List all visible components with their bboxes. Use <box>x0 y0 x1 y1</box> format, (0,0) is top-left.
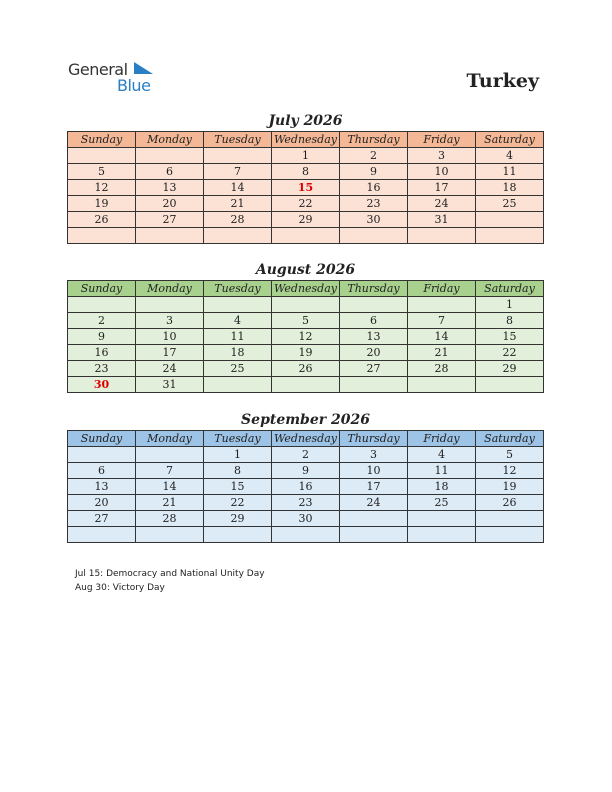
weekday-header-saturday: Saturday <box>476 431 544 447</box>
weekday-header-saturday: Saturday <box>476 281 544 297</box>
country-title: Turkey <box>466 70 539 92</box>
day-cell: 18 <box>476 180 544 196</box>
empty-day-cell <box>476 377 544 393</box>
empty-day-cell <box>476 228 544 244</box>
day-cell: 17 <box>136 345 204 361</box>
weekday-header-friday: Friday <box>408 431 476 447</box>
day-cell: 19 <box>272 345 340 361</box>
weekday-header-monday: Monday <box>136 281 204 297</box>
empty-day-cell <box>68 228 136 244</box>
weekday-header-sunday: Sunday <box>68 132 136 148</box>
weekday-header-row <box>68 281 544 297</box>
day-cell: 18 <box>408 479 476 495</box>
empty-day-cell <box>408 228 476 244</box>
day-cell: 21 <box>204 196 272 212</box>
empty-day-cell <box>136 148 204 164</box>
week-row <box>68 447 544 463</box>
empty-day-cell <box>476 511 544 527</box>
day-cell: 12 <box>272 329 340 345</box>
week-row <box>68 495 544 511</box>
day-cell: 8 <box>476 313 544 329</box>
weekday-header-thursday: Thursday <box>340 431 408 447</box>
day-cell: 1 <box>272 148 340 164</box>
week-row <box>68 377 544 393</box>
day-cell: 22 <box>476 345 544 361</box>
holiday-day-cell: 30 <box>68 377 136 393</box>
day-cell: 17 <box>408 180 476 196</box>
generalblue-logo <box>68 60 168 96</box>
day-cell: 8 <box>204 463 272 479</box>
day-cell: 4 <box>408 447 476 463</box>
day-cell: 28 <box>204 212 272 228</box>
weekday-header-sunday: Sunday <box>68 431 136 447</box>
week-row <box>68 228 544 244</box>
day-cell: 19 <box>476 479 544 495</box>
day-cell: 6 <box>136 164 204 180</box>
week-row <box>68 527 544 543</box>
day-cell: 31 <box>136 377 204 393</box>
empty-day-cell <box>476 212 544 228</box>
holiday-note: Aug 30: Victory Day <box>75 583 165 593</box>
day-cell: 16 <box>272 479 340 495</box>
day-cell: 4 <box>476 148 544 164</box>
day-cell: 8 <box>272 164 340 180</box>
day-cell: 28 <box>408 361 476 377</box>
month-september <box>67 410 544 543</box>
week-row <box>68 297 544 313</box>
day-cell: 24 <box>408 196 476 212</box>
day-cell: 26 <box>68 212 136 228</box>
day-cell: 27 <box>68 511 136 527</box>
day-cell: 10 <box>408 164 476 180</box>
weekday-header-tuesday: Tuesday <box>204 132 272 148</box>
weekday-header-tuesday: Tuesday <box>204 431 272 447</box>
weekday-header-wednesday: Wednesday <box>272 431 340 447</box>
day-cell: 29 <box>272 212 340 228</box>
day-cell: 4 <box>204 313 272 329</box>
weekday-header-row <box>68 132 544 148</box>
logo-text-blue: Blue <box>117 76 151 95</box>
day-cell: 9 <box>272 463 340 479</box>
weekday-header-tuesday: Tuesday <box>204 281 272 297</box>
day-cell: 6 <box>68 463 136 479</box>
week-row <box>68 180 544 196</box>
empty-day-cell <box>408 377 476 393</box>
day-cell: 1 <box>204 447 272 463</box>
day-cell: 2 <box>272 447 340 463</box>
day-cell: 13 <box>68 479 136 495</box>
day-cell: 24 <box>340 495 408 511</box>
weekday-header-sunday: Sunday <box>68 281 136 297</box>
week-row <box>68 345 544 361</box>
day-cell: 13 <box>136 180 204 196</box>
empty-day-cell <box>136 228 204 244</box>
day-cell: 18 <box>204 345 272 361</box>
empty-day-cell <box>340 511 408 527</box>
day-cell: 15 <box>476 329 544 345</box>
week-row <box>68 511 544 527</box>
week-row <box>68 313 544 329</box>
day-cell: 2 <box>340 148 408 164</box>
day-cell: 14 <box>204 180 272 196</box>
day-cell: 16 <box>340 180 408 196</box>
day-cell: 21 <box>136 495 204 511</box>
weekday-header-saturday: Saturday <box>476 132 544 148</box>
day-cell: 22 <box>204 495 272 511</box>
day-cell: 25 <box>408 495 476 511</box>
day-cell: 31 <box>408 212 476 228</box>
day-cell: 14 <box>408 329 476 345</box>
week-row <box>68 196 544 212</box>
week-row <box>68 361 544 377</box>
day-cell: 30 <box>272 511 340 527</box>
day-cell: 20 <box>136 196 204 212</box>
day-cell: 12 <box>476 463 544 479</box>
day-cell: 10 <box>340 463 408 479</box>
weekday-header-thursday: Thursday <box>340 281 408 297</box>
day-cell: 2 <box>68 313 136 329</box>
empty-day-cell <box>340 297 408 313</box>
empty-day-cell <box>68 297 136 313</box>
empty-day-cell <box>68 447 136 463</box>
week-row <box>68 148 544 164</box>
empty-day-cell <box>204 148 272 164</box>
day-cell: 3 <box>408 148 476 164</box>
day-cell: 9 <box>68 329 136 345</box>
month-july <box>67 111 544 244</box>
empty-day-cell <box>68 527 136 543</box>
week-row <box>68 164 544 180</box>
day-cell: 23 <box>68 361 136 377</box>
day-cell: 7 <box>136 463 204 479</box>
day-cell: 25 <box>204 361 272 377</box>
calendar-grid <box>67 430 544 543</box>
empty-day-cell <box>408 511 476 527</box>
weekday-header-row <box>68 431 544 447</box>
weekday-header-monday: Monday <box>136 132 204 148</box>
calendar-grid <box>67 131 544 244</box>
weekday-header-wednesday: Wednesday <box>272 132 340 148</box>
day-cell: 7 <box>408 313 476 329</box>
day-cell: 29 <box>476 361 544 377</box>
month-title: July 2026 <box>268 113 343 129</box>
day-cell: 7 <box>204 164 272 180</box>
day-cell: 22 <box>272 196 340 212</box>
holiday-note: Jul 15: Democracy and National Unity Day <box>75 569 265 579</box>
empty-day-cell <box>272 297 340 313</box>
empty-day-cell <box>136 447 204 463</box>
week-row <box>68 463 544 479</box>
day-cell: 10 <box>136 329 204 345</box>
day-cell: 11 <box>476 164 544 180</box>
empty-day-cell <box>204 228 272 244</box>
logo-triangle-icon <box>134 62 154 76</box>
day-cell: 29 <box>204 511 272 527</box>
day-cell: 11 <box>408 463 476 479</box>
month-august <box>67 260 544 393</box>
empty-day-cell <box>340 527 408 543</box>
month-title: September 2026 <box>241 412 370 428</box>
week-row <box>68 479 544 495</box>
empty-day-cell <box>408 527 476 543</box>
day-cell: 5 <box>68 164 136 180</box>
day-cell: 6 <box>340 313 408 329</box>
empty-day-cell <box>136 527 204 543</box>
day-cell: 21 <box>408 345 476 361</box>
empty-day-cell <box>204 527 272 543</box>
day-cell: 5 <box>476 447 544 463</box>
day-cell: 28 <box>136 511 204 527</box>
holiday-day-cell: 15 <box>272 180 340 196</box>
day-cell: 12 <box>68 180 136 196</box>
empty-day-cell <box>272 228 340 244</box>
day-cell: 9 <box>340 164 408 180</box>
day-cell: 20 <box>68 495 136 511</box>
week-row <box>68 329 544 345</box>
day-cell: 23 <box>272 495 340 511</box>
day-cell: 20 <box>340 345 408 361</box>
empty-day-cell <box>340 377 408 393</box>
day-cell: 5 <box>272 313 340 329</box>
weekday-header-monday: Monday <box>136 431 204 447</box>
month-title: August 2026 <box>255 262 356 278</box>
empty-day-cell <box>408 297 476 313</box>
day-cell: 3 <box>340 447 408 463</box>
logo-text-general: General <box>68 60 128 79</box>
day-cell: 16 <box>68 345 136 361</box>
empty-day-cell <box>136 297 204 313</box>
day-cell: 3 <box>136 313 204 329</box>
day-cell: 24 <box>136 361 204 377</box>
day-cell: 11 <box>204 329 272 345</box>
day-cell: 26 <box>272 361 340 377</box>
weekday-header-wednesday: Wednesday <box>272 281 340 297</box>
empty-day-cell <box>272 377 340 393</box>
empty-day-cell <box>340 228 408 244</box>
day-cell: 26 <box>476 495 544 511</box>
empty-day-cell <box>476 527 544 543</box>
day-cell: 30 <box>340 212 408 228</box>
day-cell: 25 <box>476 196 544 212</box>
weekday-header-friday: Friday <box>408 281 476 297</box>
day-cell: 1 <box>476 297 544 313</box>
day-cell: 27 <box>136 212 204 228</box>
holiday-notes <box>75 567 265 595</box>
empty-day-cell <box>68 148 136 164</box>
empty-day-cell <box>204 377 272 393</box>
week-row <box>68 212 544 228</box>
empty-day-cell <box>272 527 340 543</box>
weekday-header-friday: Friday <box>408 132 476 148</box>
day-cell: 13 <box>340 329 408 345</box>
day-cell: 27 <box>340 361 408 377</box>
empty-day-cell <box>204 297 272 313</box>
day-cell: 14 <box>136 479 204 495</box>
day-cell: 17 <box>340 479 408 495</box>
weekday-header-thursday: Thursday <box>340 132 408 148</box>
day-cell: 23 <box>340 196 408 212</box>
calendar-grid <box>67 280 544 393</box>
day-cell: 19 <box>68 196 136 212</box>
day-cell: 15 <box>204 479 272 495</box>
